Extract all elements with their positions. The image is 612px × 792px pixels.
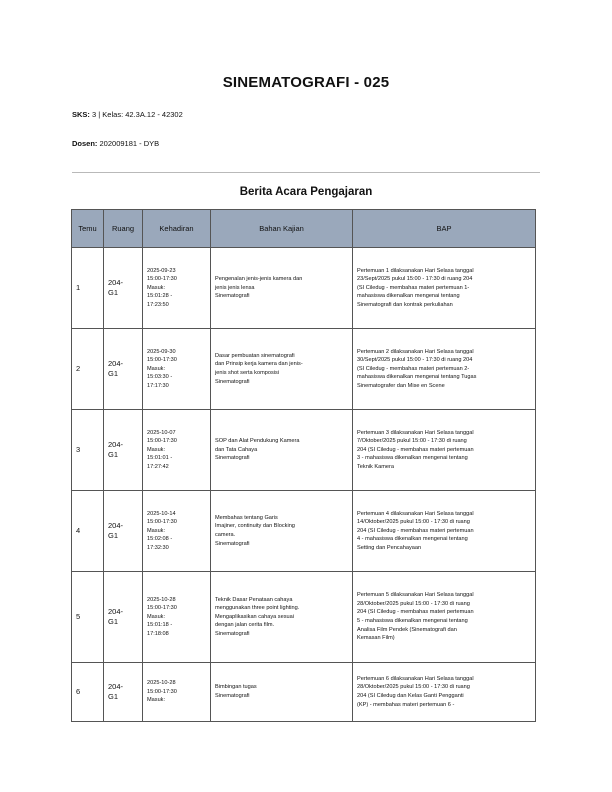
sks-class-info	[72, 110, 183, 119]
bahan-line: Membahas tentang Garis	[215, 514, 278, 521]
cell-bap	[353, 663, 536, 722]
cell-bahan-kajian	[211, 663, 353, 722]
kehadiran-line: Masuk:	[147, 613, 166, 620]
bap-line: Pertemuan 4 dilaksanakan Hari Selasa tanggal	[357, 510, 474, 517]
bahan-line: Sinematografi	[215, 455, 250, 462]
bap-line: 3 - mahasiswa dikenalkan mengenai tentang	[357, 455, 468, 462]
header-ruang: Ruang	[104, 210, 143, 248]
kehadiran-line: Masuk:	[147, 527, 166, 534]
section-title: Berita Acara Pengajaran	[239, 186, 373, 198]
bahan-line: jenis jenis lensa	[215, 284, 255, 291]
kehadiran-line: Masuk:	[147, 446, 166, 453]
bap-line: 28/Oktober/2025 pukul 15:00 - 17:30 di ruang	[357, 684, 470, 691]
cell-bahan-kajian	[211, 248, 353, 329]
cell-temu: 2	[72, 329, 104, 410]
bahan-line: Dasar pembuatan sinematografi	[215, 352, 295, 359]
bahan-line: camera.	[215, 532, 236, 538]
table-row	[72, 248, 536, 329]
bap-line: Pertemuan 6 dilaksanakan Hari Selasa tanggal	[357, 675, 474, 682]
bap-line: 5 - mahasiswa dikenalkan mengenai tentang	[357, 618, 468, 624]
teaching-report-table	[71, 209, 536, 722]
bap-line: 14/Oktober/2025 pukul 15:00 - 17:30 di ruang	[357, 519, 470, 526]
bahan-line: Mengaplikasikan cahaya sesuai	[215, 613, 294, 620]
bap-line: Analisa Film Pendek (Sinematografi dan	[357, 626, 457, 633]
bahan-line: dan Prinsip kerja kamera dan jenis-	[215, 361, 303, 368]
header-temu: Temu	[72, 210, 104, 248]
header-bap: BAP	[353, 210, 536, 248]
kehadiran-line: Masuk:	[147, 697, 166, 704]
kehadiran-line: 15:00-17:30	[147, 438, 177, 445]
table-row	[72, 663, 536, 722]
cell-kehadiran	[143, 491, 211, 572]
bahan-line: jenis shot serta komposisi	[215, 370, 280, 376]
bahan-line: menggunakan three point lighting.	[215, 605, 300, 612]
cell-kehadiran	[143, 410, 211, 491]
table-row	[72, 572, 536, 663]
table-row	[72, 329, 536, 410]
bap-line: Kemasan Film)	[357, 635, 395, 642]
bahan-line: Sinematografi	[215, 293, 250, 300]
ruang-line: G1	[108, 450, 119, 459]
kehadiran-line: 15:00-17:30	[147, 688, 177, 695]
kehadiran-line: 17:23:50	[147, 301, 169, 308]
ruang-line: 204-	[108, 682, 124, 691]
kehadiran-line: 15:00-17:30	[147, 519, 177, 526]
bahan-line: Sinematografi	[215, 540, 250, 547]
ruang-line: 204-	[108, 607, 124, 616]
bahan-line: Sinematografi	[215, 378, 250, 385]
bap-line: Pertemuan 2 dilaksanakan Hari Selasa tanggal	[357, 348, 474, 355]
bahan-line: Teknik Dasar Penataan cahaya	[215, 596, 293, 603]
bahan-line: dengan jalan cerita film.	[215, 622, 275, 629]
kehadiran-line: 17:18:08	[147, 630, 169, 637]
bap-line: mahasiswa dikenalkan mengenai tentang Tugas	[357, 374, 477, 381]
cell-ruang	[104, 663, 143, 722]
bap-line: 4 - mahasiswa dikenalkan mengenai tentang	[357, 536, 468, 543]
ruang-line: 204-	[108, 278, 124, 287]
bap-line: Sinematografer dan Mise en Scene	[357, 382, 445, 389]
kehadiran-line: 15:00-17:30	[147, 357, 177, 364]
bahan-line: Pengenalan jenis-jenis kamera dan	[215, 276, 303, 283]
bahan-line: Sinematografi	[215, 630, 250, 637]
ruang-line: G1	[108, 288, 119, 297]
kehadiran-line: 15:01:28 -	[147, 293, 173, 300]
bahan-line: Imajiner, continuity dan Blocking	[215, 523, 295, 530]
cell-bahan-kajian	[211, 410, 353, 491]
ruang-line: 204-	[108, 440, 124, 449]
cell-ruang	[104, 410, 143, 491]
divider	[72, 172, 540, 173]
kehadiran-line: 2025-09-23	[147, 267, 176, 274]
bap-line: Sinematografi dan kontrak perkuliahan	[357, 301, 453, 308]
cell-temu: 1	[72, 248, 104, 329]
bap-line: (SI Ciledug - membahas materi pertemuan 2-	[357, 365, 470, 372]
ruang-line: G1	[108, 617, 119, 626]
table-row	[72, 491, 536, 572]
kehadiran-line: 15:01:01 -	[147, 455, 173, 462]
table-header-row	[72, 210, 536, 248]
cell-ruang	[104, 572, 143, 663]
cell-bap	[353, 329, 536, 410]
kehadiran-line: Masuk:	[147, 284, 166, 291]
bap-line: 204 (SI Ciledug - membahas materi pertemuan	[357, 527, 474, 534]
kehadiran-line: 2025-10-14	[147, 510, 176, 517]
bahan-line: dan Tata Cahaya	[215, 446, 258, 453]
cell-bahan-kajian	[211, 572, 353, 663]
sks-label: SKS:	[72, 110, 90, 119]
dosen-label: Dosen:	[72, 139, 98, 148]
kehadiran-line: 2025-10-28	[147, 596, 176, 603]
cell-bap	[353, 410, 536, 491]
cell-ruang	[104, 329, 143, 410]
bahan-line: Sinematografi	[215, 693, 250, 699]
cell-kehadiran	[143, 663, 211, 722]
table-row	[72, 410, 536, 491]
cell-bahan-kajian	[211, 491, 353, 572]
ruang-line: 204-	[108, 359, 124, 368]
cell-temu: 5	[72, 572, 104, 663]
bap-line: mahasiswa dikenalkan mengenai tentang	[357, 293, 460, 300]
kehadiran-line: 15:00-17:30	[147, 605, 177, 612]
kehadiran-line: 15:01:18 -	[147, 622, 173, 629]
bap-line: 204 (SI Ciledug dan Kelas Ganti Pengganti	[357, 693, 464, 699]
bap-line: Teknik Kamera	[357, 463, 394, 470]
bap-line: Pertemuan 5 dilaksanakan Hari Selasa tanggal	[357, 592, 474, 599]
bap-line: 204 (SI Ciledug - membahas materi pertemuan	[357, 446, 474, 453]
cell-temu: 6	[72, 663, 104, 722]
cell-ruang	[104, 491, 143, 572]
cell-kehadiran	[143, 572, 211, 663]
cell-kehadiran	[143, 248, 211, 329]
kehadiran-line: 2025-10-28	[147, 680, 176, 687]
cell-temu: 4	[72, 491, 104, 572]
header-kehadiran: Kehadiran	[143, 210, 211, 248]
bap-line: Setting dan Pencahayaan	[357, 544, 422, 551]
kehadiran-line: 2025-09-30	[147, 348, 176, 355]
cell-bap	[353, 491, 536, 572]
header-bahan-kajian: Bahan Kajian	[211, 210, 353, 248]
ruang-line: G1	[108, 369, 119, 378]
dosen-value: 202009181 - DYB	[99, 139, 160, 148]
kehadiran-line: 15:02:08 -	[147, 536, 173, 543]
cell-kehadiran	[143, 329, 211, 410]
cell-bahan-kajian	[211, 329, 353, 410]
bap-line: Pertemuan 3 dilaksanakan Hari Selasa tanggal	[357, 429, 474, 436]
kehadiran-line: 15:03:30 -	[147, 374, 173, 381]
ruang-line: G1	[108, 692, 119, 701]
cell-temu: 3	[72, 410, 104, 491]
bap-line: 28/Oktober/2025 pukul 15:00 - 17:30 di ruang	[357, 600, 470, 607]
kehadiran-line: Masuk:	[147, 365, 166, 372]
cell-ruang	[104, 248, 143, 329]
kehadiran-line: 17:17:30	[147, 382, 169, 389]
kehadiran-line: 17:27:42	[147, 463, 169, 470]
bap-line: 204 (SI Ciledug - membahas materi pertemuan	[357, 609, 474, 616]
bahan-line: Bimbingan tugas	[215, 684, 257, 691]
cell-bap	[353, 248, 536, 329]
bap-line: 30/Sept/2025 pukul 15:00 - 17:30 di ruang 204	[357, 357, 473, 364]
bap-line: 7/Oktober/2025 pukul 15:00 - 17:30 di ruang	[357, 438, 467, 445]
bap-line: 23/Sept/2025 pukul 15:00 - 17:30 di ruang 204	[357, 276, 473, 283]
bahan-line: SOP dan Alat Pendukung Kamera	[215, 438, 300, 445]
bap-line: Pertemuan 1 dilaksanakan Hari Selasa tanggal	[357, 267, 474, 274]
document-title: SINEMATOGRAFI - 025	[222, 74, 390, 91]
ruang-line: 204-	[108, 521, 124, 530]
sks-value: 3 | Kelas: 42.3A.12 - 42302	[92, 110, 183, 119]
kehadiran-line: 15:00-17:30	[147, 276, 177, 283]
ruang-line: G1	[108, 531, 119, 540]
kehadiran-line: 17:32:30	[147, 544, 169, 551]
lecturer-info	[72, 139, 159, 148]
cell-bap	[353, 572, 536, 663]
kehadiran-line: 2025-10-07	[147, 429, 176, 436]
bap-line: (SI Ciledug - membahas materi pertemuan 1-	[357, 284, 470, 291]
bap-line: (KP) - membahas materi pertemuan 6 -	[357, 701, 455, 708]
